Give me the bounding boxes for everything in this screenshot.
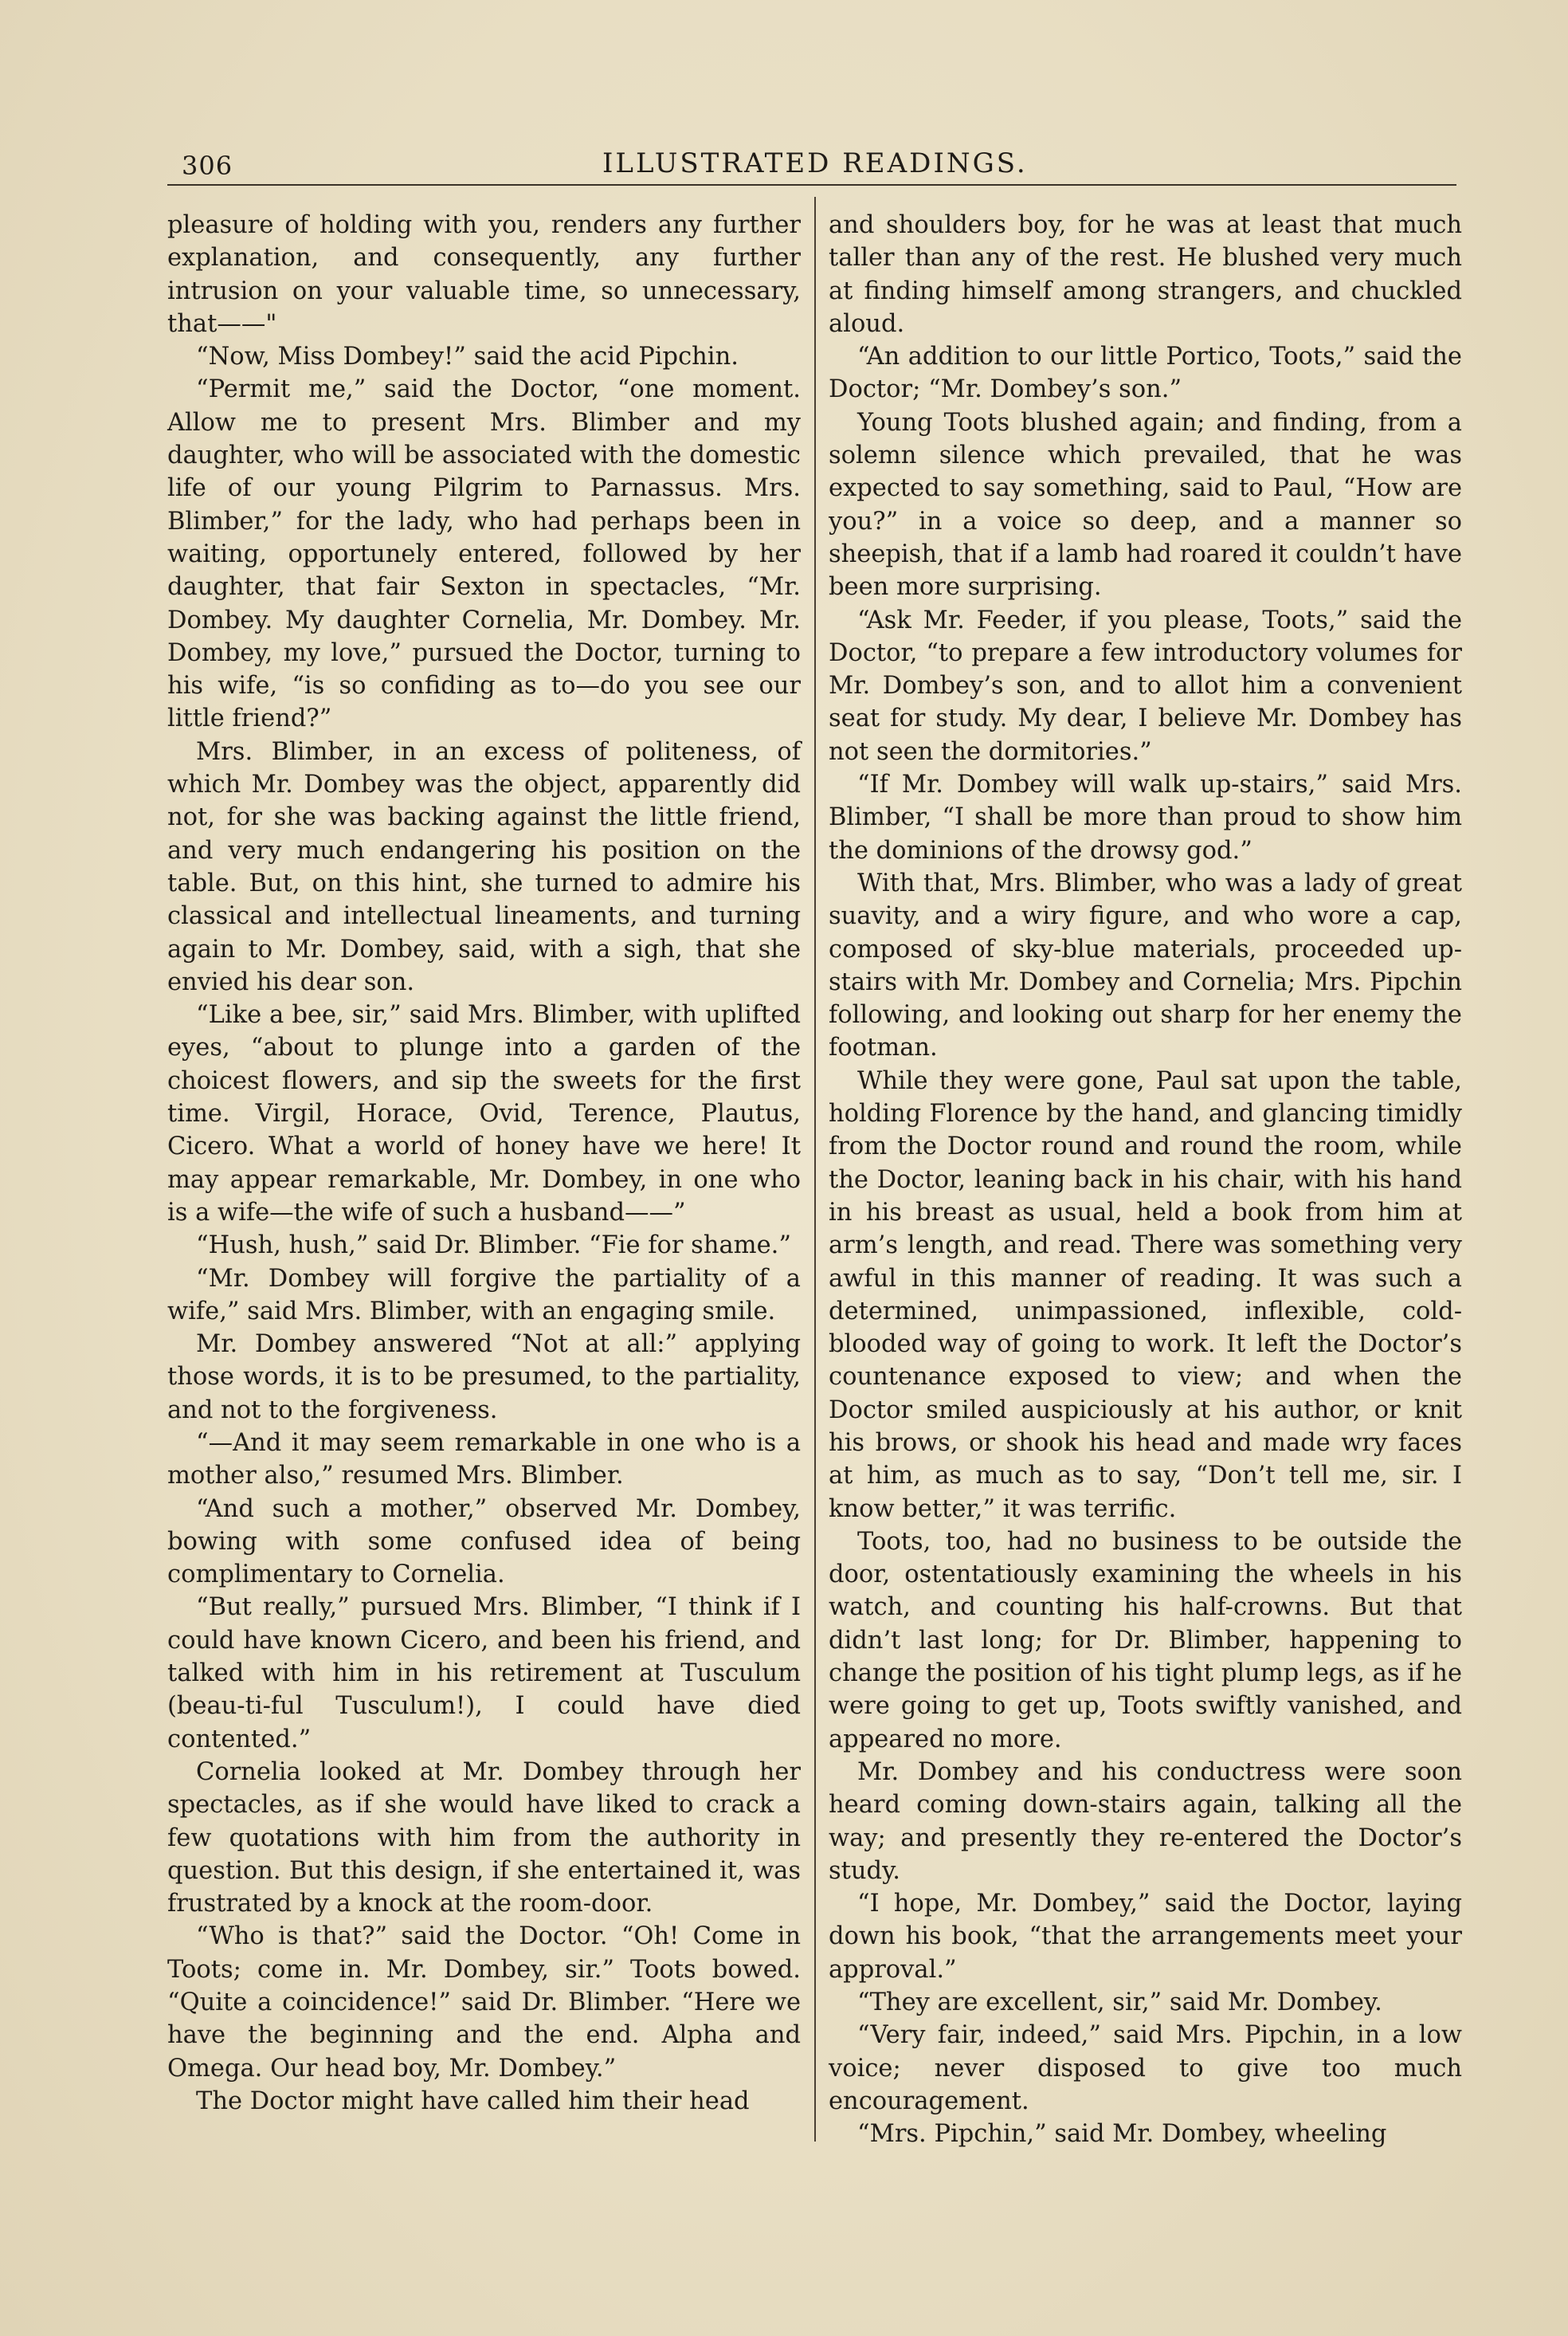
paragraph: “Who is that?” said the Doctor. “Oh! Come in Toots; come in. Mr. Dombey, sir.” Toots bowed. “Quite a coincidence!” said Dr. Blimber. “Here we have the beginning and the end. Alpha and Omega. Our head boy, Mr. Dombey.”: [167, 1922, 801, 2083]
paragraph: “They are excellent, sir,” said Mr. Dombey.: [857, 1989, 1382, 2017]
paragraph: “Mrs. Pipchin,” said Mr. Dombey, wheeling: [857, 2120, 1387, 2149]
paragraph: “If Mr. Dombey will walk up-stairs,” said Mrs. Blimber, “I shall be more than proud to show him the dominions of the drowsy god.”: [829, 771, 1462, 865]
paragraph: Mrs. Blimber, in an excess of politeness, of which Mr. Dombey was the object, apparently did not, for she was backing against the little friend, and very much endangering his position on the table. But, on this hint, she turned to admire his classical and intellectual lineaments, and turning again to Mr. Dombey, said, with a sigh, that she envied his dear son.: [167, 737, 801, 996]
paragraph: “Very fair, indeed,” said Mrs. Pipchin, in a low voice; never disposed to give too much encouragement.: [829, 2021, 1462, 2115]
running-title: ILLUSTRATED READINGS.: [602, 147, 1028, 179]
paragraph: Mr. Dombey and his conductress were soon heard coming down-stairs again, talking all the way; and presently they re-entered the Doctor’s study.: [829, 1757, 1462, 1885]
page-header: [182, 146, 1456, 184]
paragraph: “But really,” pursued Mrs. Blimber, “I think if I could have known Cicero, and been his friend, and talked with him in his retirement at Tusculum (beau-ti-ful Tusculum!), I could have died contented.”: [167, 1593, 801, 1753]
paragraph: “Ask Mr. Feeder, if you please, Toots,” said the Doctor, “to prepare a few introductory volumes for Mr. Dombey’s son, and to allot him a convenient seat for study. My dear, I believe Mr. Dombey has not seen the dormitories.”: [829, 606, 1462, 766]
paragraph: “An addition to our little Portico, Toots,” said the Doctor; “Mr. Dombey’s son.”: [829, 343, 1462, 404]
paragraph: “Hush, hush,” said Dr. Blimber. “Fie for shame.”: [196, 1231, 791, 1260]
paragraph: pleasure of holding with you, renders any further explanation, and consequently, any further intrusion on your valuable time, so unnecessary, that——": [167, 211, 801, 338]
paragraph: “I hope, Mr. Dombey,” said the Doctor, laying down his book, “that the arrangements meet your approval.”: [829, 1890, 1462, 1984]
paragraph: “Mr. Dombey will forgive the partiality of a wife,” said Mrs. Blimber, with an engaging smile.: [167, 1264, 801, 1325]
paragraph: The Doctor might have called him their head: [196, 2087, 750, 2115]
paragraph: Cornelia looked at Mr. Dombey through her spectacles, as if she would have liked to crack a few quotations with him from the authority in question. But this design, if she entertained it, was frustrated by a knock at the room-door.: [167, 1757, 801, 1918]
paragraph: Toots, too, had no business to be outside the door, ostentatiously examining the wheels in his watch, and counting his half-crowns. But that didn’t last long; for Dr. Blimber, happening to change the position of his tight plump legs, as if he were going to get up, Toots swiftly vanished, and appeared no more.: [829, 1527, 1462, 1753]
column-divider: [814, 197, 816, 2142]
page-number: 306: [182, 151, 233, 181]
header-rule: [167, 184, 1456, 186]
paragraph: “Permit me,” said the Doctor, “one moment. Allow me to present Mrs. Blimber and my daughter, who will be associated with the domestic life of our young Pilgrim to Parnassus. Mrs. Blimber,” for the lady, who had perhaps been in waiting, opportunely entered, followed by her daughter, that fair Sexton in spectacles, “Mr. Dombey. My daughter Cornelia, Mr. Dombey. Mr. Dombey, my love,” pursued the Doctor, turning to his wife, “is so confiding as to—do you see our little friend?”: [167, 375, 801, 733]
paragraph: “Like a bee, sir,” said Mrs. Blimber, with uplifted eyes, “about to plunge into a garden of the choicest flowers, and sip the sweets for the first time. Virgil, Horace, Ovid, Terence, Plautus, Cicero. What a world of honey have we here! It may appear remarkable, Mr. Dombey, in one who is a wife—the wife of such a husband——”: [167, 1001, 801, 1227]
paragraph: With that, Mrs. Blimber, who was a lady of great suavity, and a wiry figure, and who wore a cap, composed of sky-blue materials, proceeded up-stairs with Mr. Dombey and Cornelia; Mrs. Pipchin following, and looking out sharp for her enemy the footman.: [829, 869, 1462, 1062]
paragraph: Mr. Dombey answered “Not at all:” applying those words, it is to be presumed, to the partiality, and not to the forgiveness.: [167, 1330, 801, 1424]
paragraph: “Now, Miss Dombey!” said the acid Pipchin.: [196, 343, 739, 371]
paragraph: “And such a mother,” observed Mr. Dombey, bowing with some confused idea of being complimentary to Cornelia.: [167, 1494, 801, 1589]
paragraph: “—And it may seem remarkable in one who is a mother also,” resumed Mrs. Blimber.: [167, 1428, 801, 1490]
left-column: [167, 209, 801, 2118]
paragraph: While they were gone, Paul sat upon the table, holding Florence by the hand, and glancing timidly from the Doctor round and round the room, while the Doctor, leaning back in his chair, with his hand in his breast as usual, held a book from him at arm’s length, and read. There was something very awful in this manner of reading. It was such a determined, unimpassioned, inflexible, cold-blooded way of going to work. It left the Doctor’s countenance exposed to view; and when the Doctor smiled auspiciously at his author, or knit his brows, or shook his head and made wry faces at him, as much as to say, “Don’t tell me, sir. I know better,” it was terrific.: [829, 1066, 1462, 1523]
paragraph: and shoulders boy, for he was at least that much taller than any of the rest. He blushed very much at finding himself among strangers, and chuckled aloud.: [829, 211, 1462, 338]
paragraph: Young Toots blushed again; and finding, from a solemn silence which prevailed, that he was expected to say something, said to Paul, “How are you?” in a voice so deep, and a manner so sheepish, that if a lamb had roared it couldn’t have been more surprising.: [829, 408, 1462, 602]
right-column: [829, 209, 1462, 2151]
